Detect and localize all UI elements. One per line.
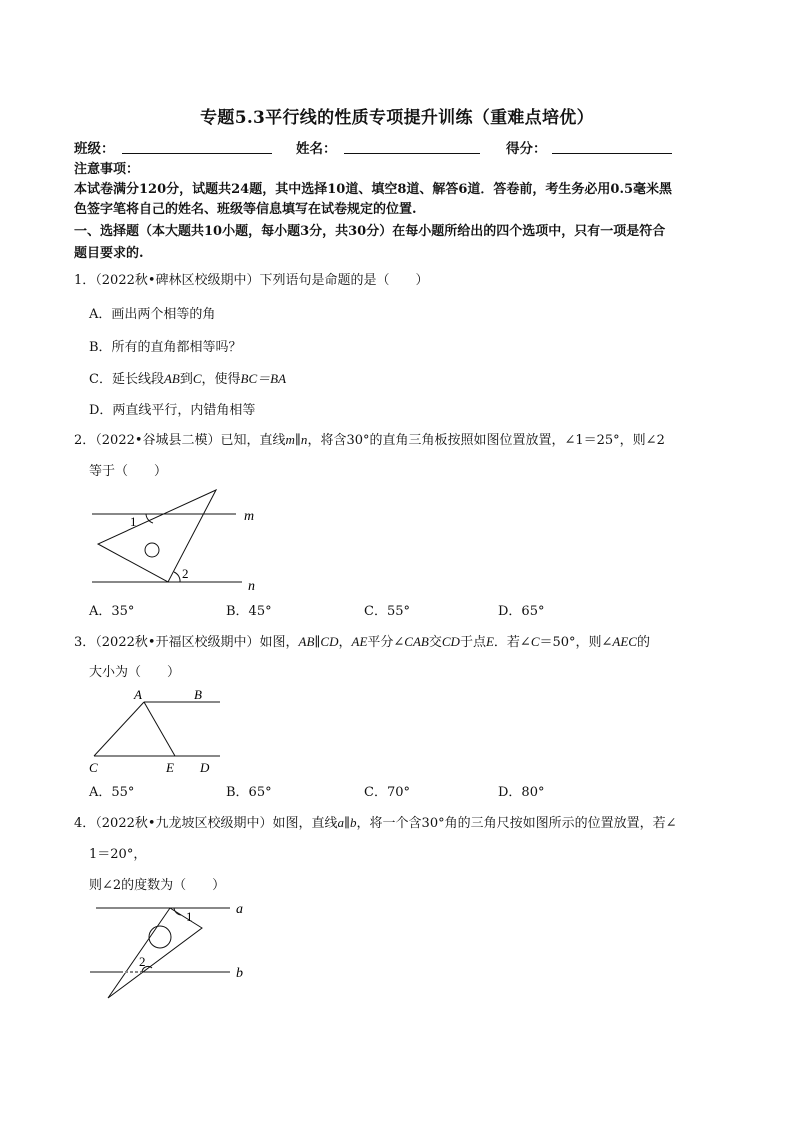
q1-c-mid: 到	[179, 372, 193, 387]
q2-stem-mn: m∥n	[285, 432, 308, 447]
q4-label-1: 1	[186, 909, 193, 924]
q4-stem-line-3: 则∠2的度数为（ ）	[89, 878, 226, 893]
q4-stem	[74, 813, 676, 834]
q3-stem-mid: ，	[338, 635, 352, 650]
q3-stem-e: E	[485, 634, 494, 649]
name-label: 姓名：	[296, 141, 337, 157]
q1-c-post: ，使得	[201, 372, 241, 387]
q2-stem-pre: 2．（2022•谷城县二模）已知，直线	[74, 433, 286, 448]
q3-stem-mid6: ＝50°，则∠	[539, 635, 613, 650]
q4-stem-ab: a∥b	[337, 815, 357, 830]
q2-label-n: n	[248, 579, 255, 592]
class-blank[interactable]	[122, 153, 272, 154]
section-heading-line-2: 题目要求的.	[74, 246, 144, 261]
q3-label-b: B	[194, 687, 202, 702]
q3-stem	[74, 632, 650, 653]
q3-segment-ae	[144, 702, 175, 756]
q3-option-c[interactable]: C．70°	[364, 785, 410, 800]
q1-c-eq: BC＝BA	[240, 371, 287, 386]
q2-option-c[interactable]: C．55°	[364, 604, 410, 619]
q3-stem-aec: AEC	[612, 634, 637, 649]
q3-option-b[interactable]: B．65°	[226, 785, 272, 800]
q3-segment-ac	[94, 702, 144, 756]
q3-label-c: C	[89, 760, 98, 775]
q2-label-m: m	[244, 509, 255, 524]
q3-stem-ae: AE	[351, 634, 368, 649]
q1-c-point: C	[192, 371, 202, 386]
q4-triangle-hole	[149, 926, 171, 948]
q2-triangle	[98, 490, 216, 582]
q2-option-a[interactable]: A．35°	[89, 604, 135, 619]
q3-stem-parallel: AB∥CD	[298, 634, 339, 649]
q1-c-ab: AB	[163, 371, 180, 386]
q4-stem-post: ，将一个含30°角的三角尺按如图所示的位置放置，若∠	[356, 816, 677, 831]
notice-heading: 注意事项：	[74, 162, 140, 177]
q4-figure	[80, 896, 270, 1006]
q2-label-1: 1	[130, 514, 137, 529]
q2-figure	[80, 482, 280, 592]
q2-triangle-hole	[145, 543, 159, 557]
notice-line-2: 色签字笔将自己的姓名、班级等信息填写在试卷规定的位置.	[74, 202, 417, 217]
q2-option-d[interactable]: D．65°	[498, 604, 545, 619]
q3-label-d: D	[200, 760, 210, 775]
q3-stem-c: C	[530, 634, 540, 649]
q3-stem-mid4: 于点	[459, 635, 486, 650]
score-blank[interactable]	[552, 153, 672, 154]
q2-label-2: 2	[182, 566, 189, 581]
q2-option-b[interactable]: B．45°	[226, 604, 272, 619]
q3-option-d[interactable]: D．80°	[498, 785, 545, 800]
q3-stem-cab: CAB	[404, 634, 429, 649]
page-title: 专题5.3平行线的性质专项提升训练（重难点培优）	[200, 108, 594, 128]
q3-option-a[interactable]: A．55°	[89, 785, 135, 800]
q4-label-b: b	[236, 966, 243, 981]
q1-option-a[interactable]: A．画出两个相等的角	[89, 307, 216, 322]
section-heading-line-1: 一、选择题（本大题共10小题，每小题3分，共30分）在每小题所给出的四个选项中，只有一项是符合	[74, 224, 666, 239]
q3-stem-mid3: 交	[428, 635, 442, 650]
student-info-row	[74, 137, 724, 159]
q1-option-c[interactable]	[89, 368, 286, 387]
q2-stem-line-2: 等于（ ）	[89, 464, 168, 479]
q4-label-2: 2	[139, 954, 146, 969]
q1-option-b[interactable]: B．所有的直角都相等吗？	[89, 340, 242, 355]
q1-option-d[interactable]: D．两直线平行，内错角相等	[89, 403, 256, 418]
q3-stem-cd: CD	[441, 634, 460, 649]
q1-c-pre: C．延长线段	[89, 372, 164, 387]
q3-stem-post: 的	[636, 635, 650, 650]
score-label: 得分：	[506, 141, 547, 157]
q4-label-a: a	[236, 902, 243, 917]
q2-angle-2-arc	[174, 572, 180, 582]
name-blank[interactable]	[344, 153, 480, 154]
q2-stem-post: ，将含30°的直角三角板按照如图位置放置，∠1＝25°，则∠2	[307, 433, 665, 448]
q2-stem	[74, 430, 665, 451]
q4-stem-line-2: 1＝20°，	[89, 847, 147, 862]
q3-label-a: A	[134, 687, 142, 702]
notice-line-1: 本试卷满分120分，试题共24题，其中选择10道、填空8道、解答6道．答卷前，考生务必用0.5毫米黑	[74, 182, 673, 197]
q1-stem: 1．（2022秋•碑林区校级期中）下列语句是命题的是（ ）	[74, 273, 429, 288]
q3-figure	[80, 684, 240, 776]
q3-stem-pre: 3．（2022秋•开福区校级期中）如图，	[74, 635, 299, 650]
q4-stem-pre: 4．（2022秋•九龙坡区校级期中）如图，直线	[74, 816, 338, 831]
q3-stem-mid2: 平分∠	[367, 635, 405, 650]
q3-label-e: E	[166, 760, 174, 775]
q3-stem-line-2: 大小为（ ）	[89, 665, 181, 680]
q3-stem-mid5: ．若∠	[493, 635, 531, 650]
class-label: 班级：	[74, 141, 115, 157]
